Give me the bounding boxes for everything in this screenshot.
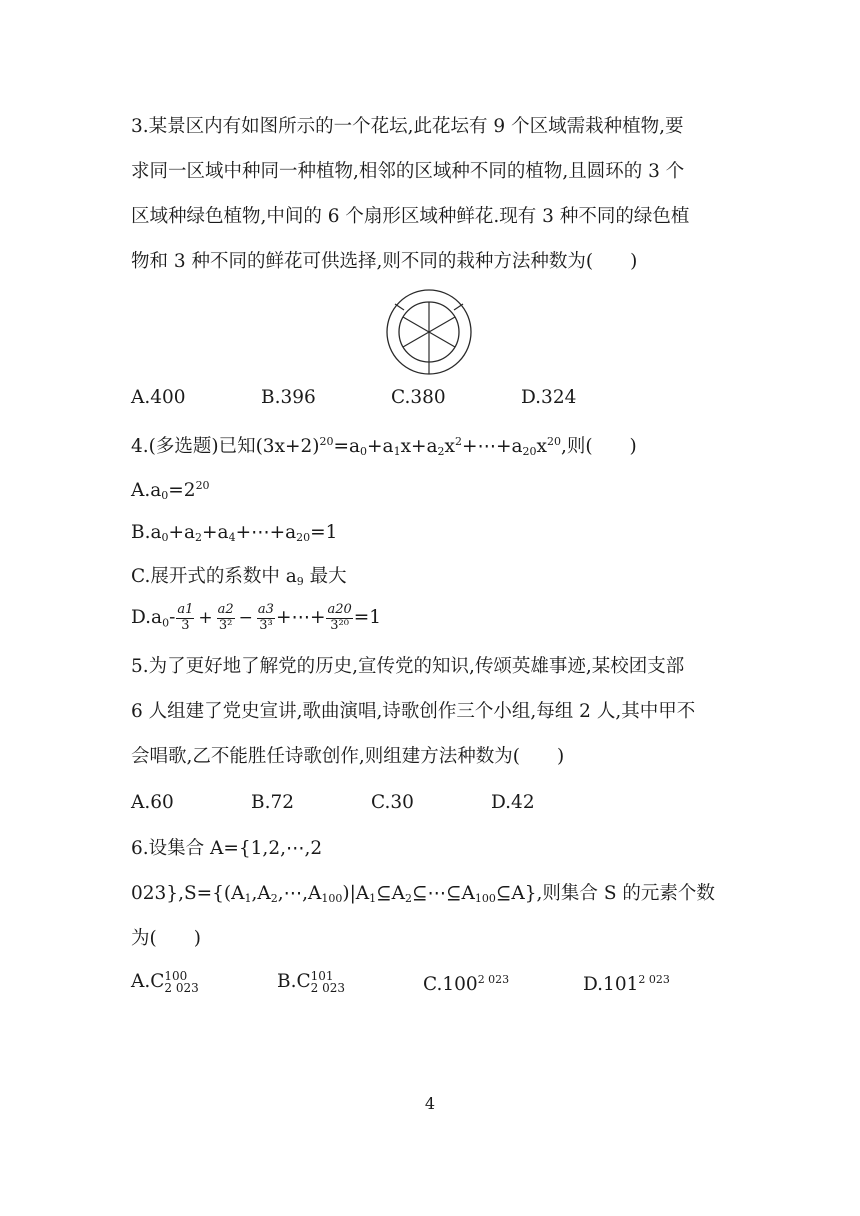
fraction-a20-over-3-pow-20: $\frac{a20}{\text{3²⁰}}$ (327, 602, 352, 633)
q4-option-d: $D.a_0-$ $\frac{a1}{3}$ + $\frac{a2}{\text{3²}}$ − $\frac{a3}{\text{3³}}$ +⋯+ $\frac{a20}{\text{3²⁰}}$ =1 (131, 602, 382, 633)
q4-option-a: $A.a_0=2^{20}$ (131, 479, 210, 502)
q4-stem: 4.(多选题)已知$(3x+2)^{20}=a_0+a_1x+a_2x^2+\cdots+a_{20}x^{20}$,则( ) (131, 435, 637, 458)
page-number: 4 (424, 1094, 436, 1113)
q3-line-2: 求同一区域中种同一种植物,相邻的区域种不同的植物,且圆环的 3 个 (131, 161, 685, 182)
fraction-a3-over-3-cubed: $\frac{a3}{\text{3³}}$ (257, 602, 274, 633)
ring-divider-top-left (395, 304, 404, 310)
q5-option-a: A.60 (131, 792, 174, 813)
q4-option-c: C.展开式的系数中 $a_9$ 最大 (131, 566, 347, 588)
q5-line-1: 5.为了更好地了解党的历史,宣传党的知识,传颂英雄事迹,某校团支部 (131, 656, 685, 677)
q5-line-2: 6 人组建了党史宣讲,歌曲演唱,诗歌创作三个小组,每组 2 人,其中甲不 (131, 701, 696, 722)
q3-option-b: B.396 (261, 387, 316, 408)
q6-option-d: $D.101^{2 023}$ (583, 973, 670, 995)
q3-option-a: A.400 (131, 387, 186, 408)
q6-line-2: $023\},S=\{(A_1,A_2,\cdots,A_{100})|A_1⊆A_2⊆\cdots⊆A_{100}⊆A\}$,则集合 S 的元素个数 (131, 883, 715, 905)
combination-notation-b: 101 2 023 (310, 969, 345, 995)
ring-divider-top-right (454, 304, 463, 310)
q5-option-d: D.42 (491, 792, 535, 813)
fraction-a2-over-3-squared: $\frac{a2}{\text{3²}}$ (217, 602, 234, 633)
q3-option-c: C.380 (391, 387, 446, 408)
q4-option-b: $B.a_0+a_2+a_4+\cdots+a_{20}=1$ (131, 522, 338, 544)
q5-line-3: 会唱歌,乙不能胜任诗歌创作,则组建方法种数为( ) (131, 746, 565, 767)
q6-option-a: A.C 100 2 023 (131, 969, 199, 995)
q3-line-1: 3.某景区内有如图所示的一个花坛,此花坛有 9 个区域需栽种植物,要 (131, 116, 684, 137)
q5-option-b: B.72 (251, 792, 295, 813)
q3-line-3: 区域种绿色植物,中间的 6 个扇形区域种鲜花.现有 3 种不同的绿色植 (131, 206, 690, 227)
q6-line-3: 为( ) (131, 928, 201, 949)
q6-option-c: $C.100^{2 023}$ (423, 973, 510, 995)
flower-bed-diagram (385, 288, 475, 378)
q3-option-d: D.324 (521, 387, 577, 408)
q6-line-1: 6.设集合 A={1,2,⋯,2 (131, 838, 323, 859)
combination-notation-a: 100 2 023 (164, 969, 199, 995)
q6-option-b: B.C 101 2 023 (277, 969, 345, 995)
q5-option-c: C.30 (371, 792, 414, 813)
q3-line-4: 物和 3 种不同的鲜花可供选择,则不同的栽种方法种数为( ) (131, 251, 638, 272)
fraction-a1-over-3: $\frac{a1}{3}$ (177, 602, 194, 633)
